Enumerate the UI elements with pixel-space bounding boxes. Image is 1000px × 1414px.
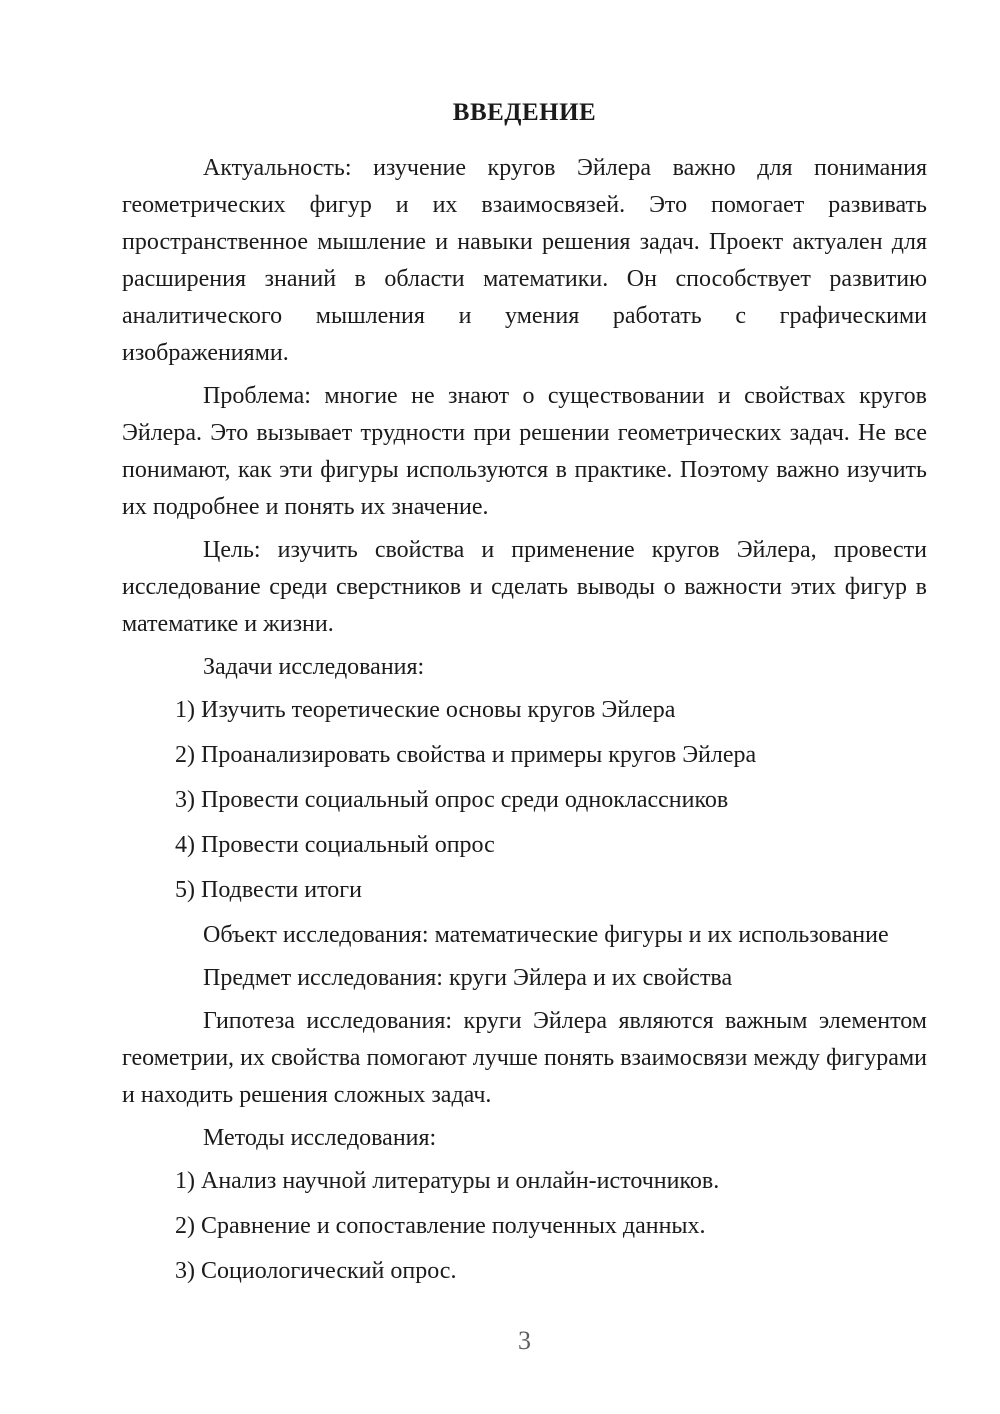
- paragraph-subject: Предмет исследования: круги Эйлера и их свойства: [203, 965, 733, 991]
- page-title: ВВЕДЕНИЕ: [452, 99, 597, 126]
- paragraph-object: Объект исследования: математические фигуры и их использование: [203, 922, 889, 948]
- methods-heading: Методы исследования:: [203, 1125, 437, 1151]
- tasks-heading: Задачи исследования:: [203, 654, 425, 680]
- paragraph-goal: Цель: изучить свойства и применение кругов Эйлера, провести исследование среди сверстников и сделать выводы о важности этих фигур в математике и жизни.: [122, 537, 927, 637]
- page-number: 3: [518, 1326, 531, 1355]
- method-item-2: 2) Сравнение и сопоставление полученных данных.: [175, 1213, 706, 1239]
- task-item-5: 5) Подвести итоги: [175, 877, 362, 903]
- paragraph-relevance: Актуальность: изучение кругов Эйлера важно для понимания геометрических фигур и их взаимосвязей. Это помогает развивать пространственное мышление и навыки решения задач. Проект актуален для расширения знаний в области математики. Он способствует развитию аналитического мышления и умения работать с графическими изображениями.: [122, 155, 927, 366]
- paragraph-hypothesis: Гипотеза исследования: круги Эйлера являются важным элементом геометрии, их свойства помогают лучше понять взаимосвязи между фигурами и находить решения сложных задач.: [122, 1008, 927, 1108]
- method-item-1: 1) Анализ научной литературы и онлайн-источников.: [175, 1168, 720, 1194]
- paragraph-problem: Проблема: многие не знают о существовании и свойствах кругов Эйлера. Это вызывает трудности при решении геометрических задач. Не все понимают, как эти фигуры используются в практике. Поэтому важно изучить их подробнее и понять их значение.: [122, 383, 927, 520]
- task-item-3: 3) Провести социальный опрос среди одноклассников: [175, 787, 729, 813]
- task-item-2: 2) Проанализировать свойства и примеры кругов Эйлера: [175, 742, 757, 768]
- method-item-3: 3) Социологический опрос.: [175, 1258, 457, 1284]
- task-item-1: 1) Изучить теоретические основы кругов Эйлера: [175, 697, 676, 723]
- task-item-4: 4) Провести социальный опрос: [175, 832, 495, 858]
